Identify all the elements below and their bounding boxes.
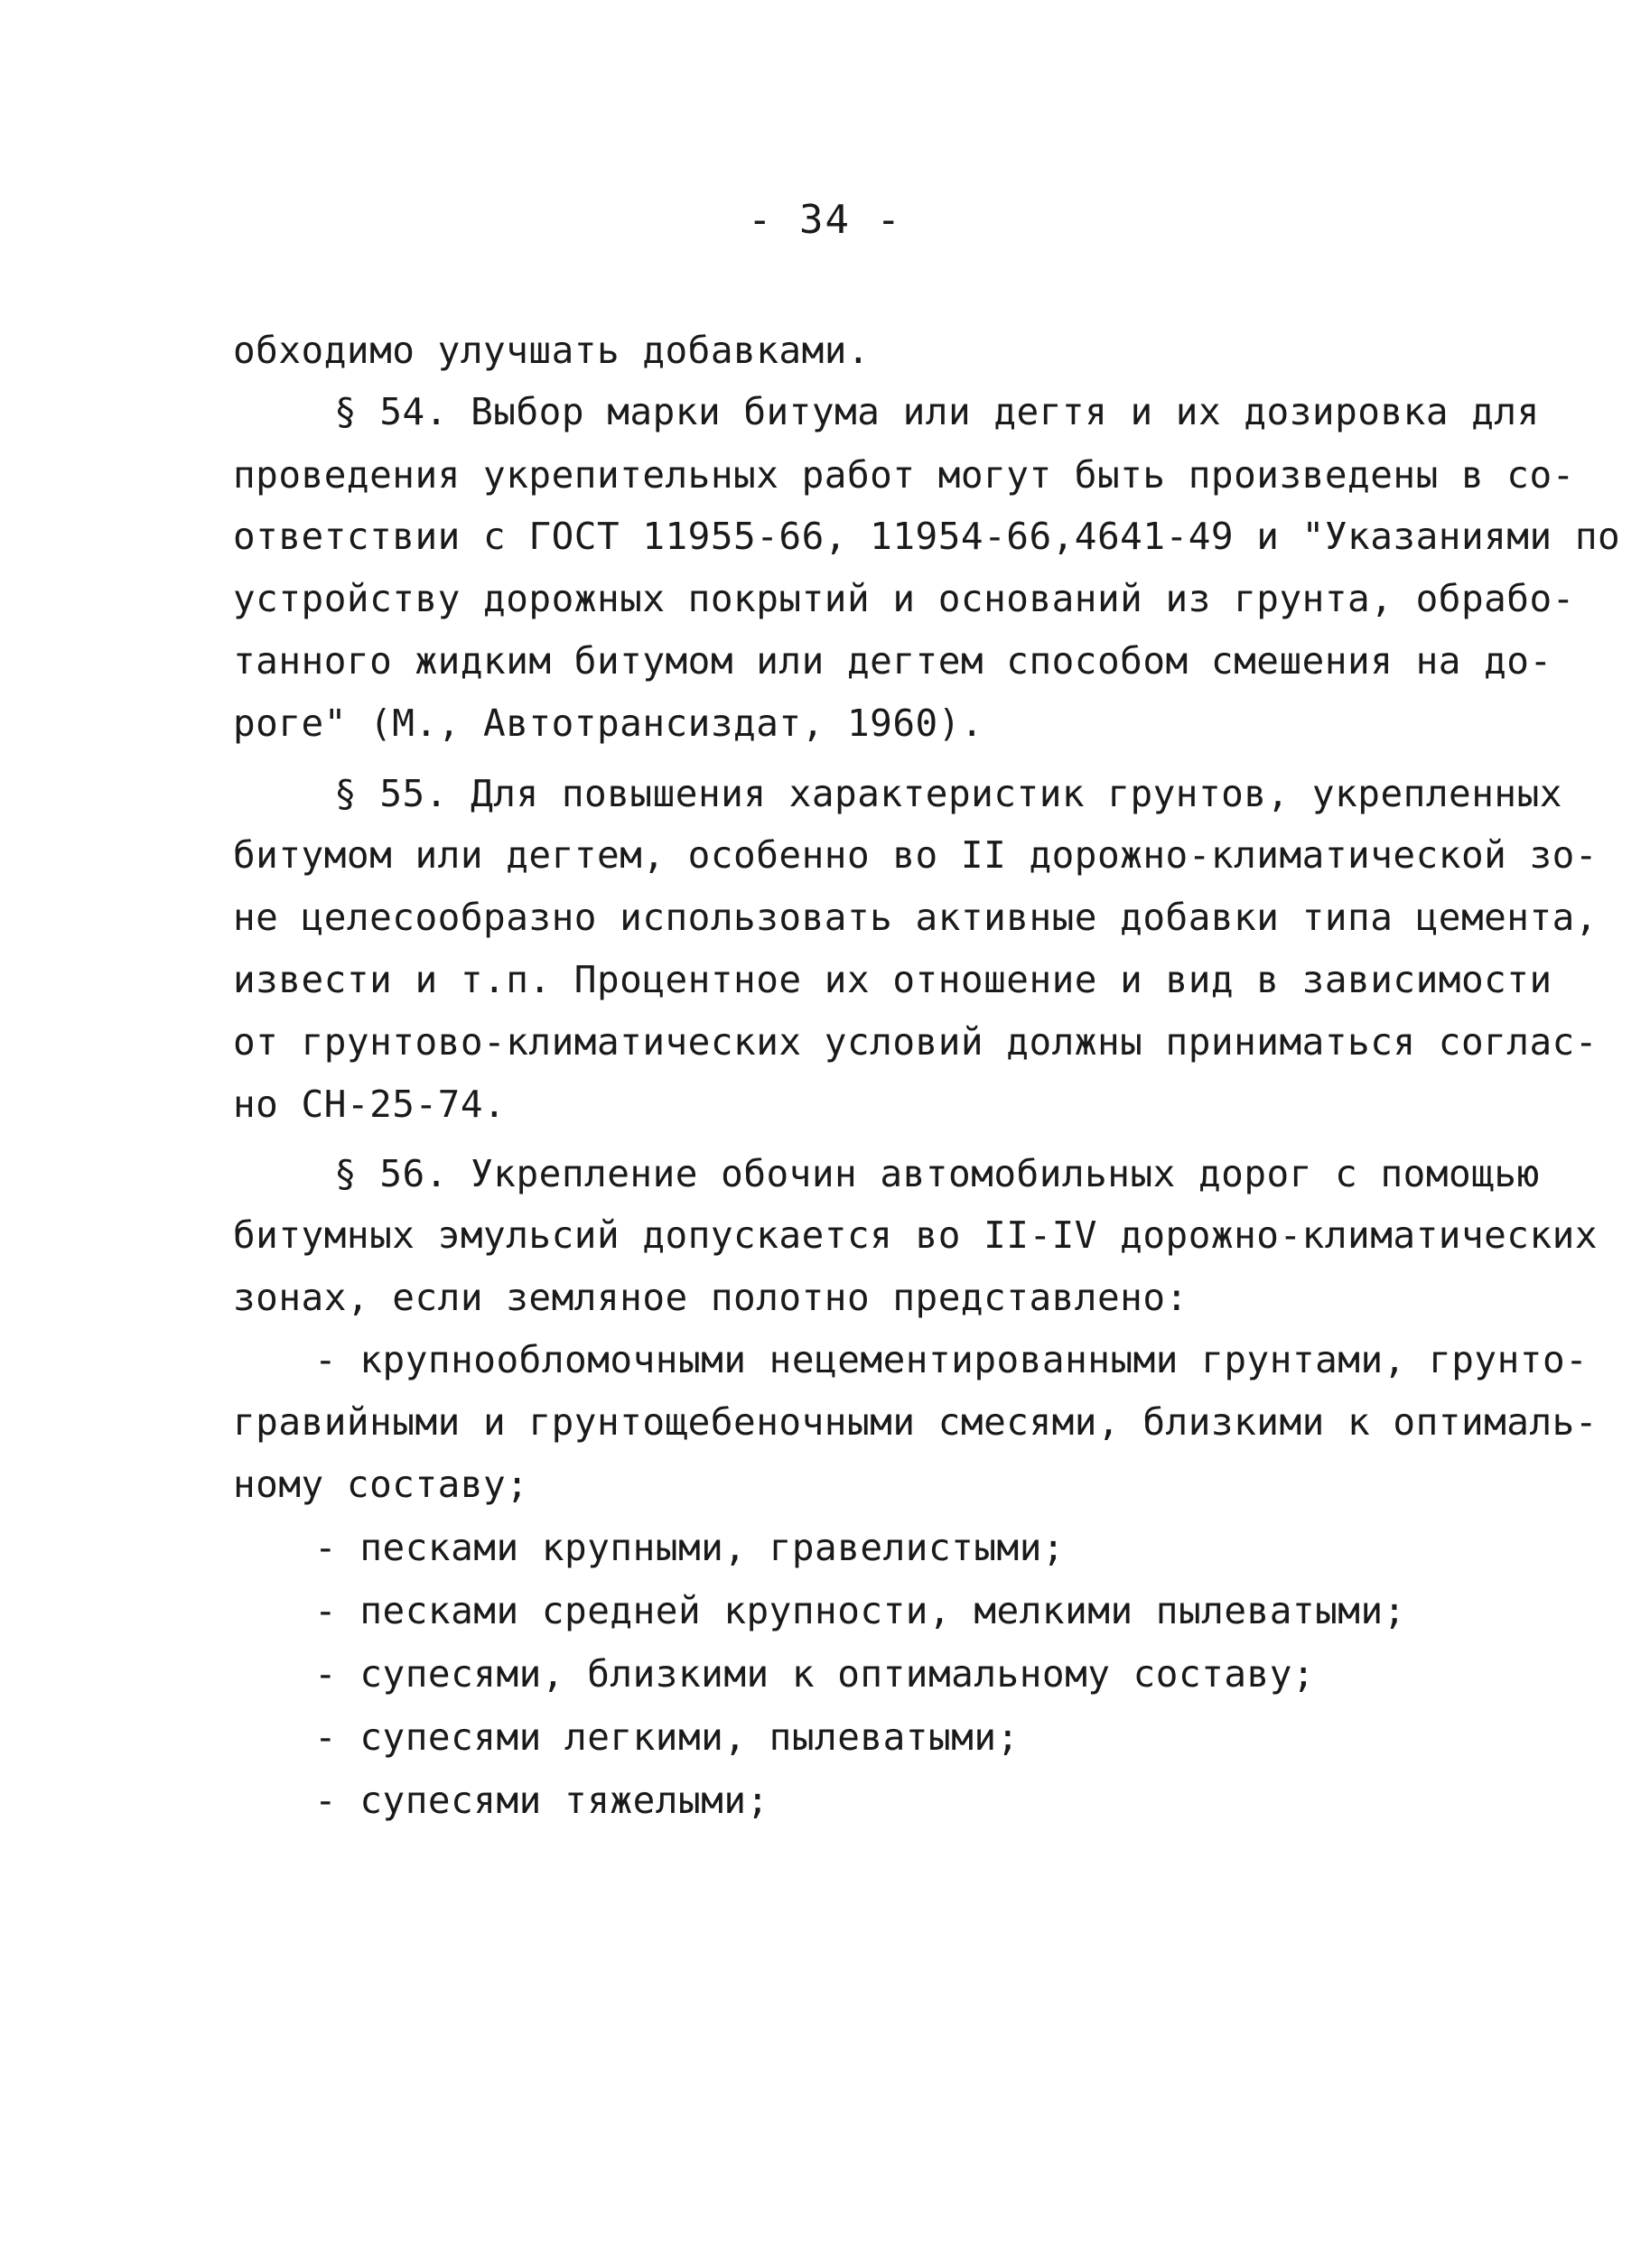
text-line: извести и т.п. Процентное их отношение и вид в зависимости <box>233 958 1552 1001</box>
text-line: ному составу; <box>233 1463 529 1506</box>
text-line: обходимо улучшать добавками. <box>233 329 871 372</box>
list-item: - супесями тяжелыми; <box>314 1779 769 1822</box>
list-item: - супесями, близкими к оптимальному составу; <box>314 1652 1316 1696</box>
paragraph-55-heading-line: § 55. Для повышения характеристик грунтов, укрепленных <box>334 772 1562 815</box>
text-line: от грунтово-климатических условий должны приниматься соглас- <box>233 1020 1599 1064</box>
list-item: - песками крупными, гравелистыми; <box>314 1526 1066 1569</box>
paragraph-54-heading-line: § 54. Выбор марки битума или дегтя и их дозировка для <box>334 390 1540 433</box>
paragraph-56-heading-line: § 56. Укрепление обочин автомобильных дорог с помощью <box>334 1152 1540 1195</box>
text-line: проведения укрепительных работ могут быть произведены в со- <box>233 453 1575 497</box>
text-line: роге" (М., Автотрансиздат, 1960). <box>233 702 984 745</box>
text-line: битумных эмульсий допускается во II-IV дорожно-климатических <box>233 1213 1599 1257</box>
text-line: но СН-25-74. <box>233 1083 507 1126</box>
text-line: гравийными и грунтощебеночными смесями, близкими к оптималь- <box>233 1400 1599 1444</box>
text-line: зонах, если земляное полотно представлено: <box>233 1276 1189 1319</box>
text-line: битумом или дегтем, особенно во II дорожно-климатической зо- <box>233 833 1599 877</box>
list-item: - песками средней крупности, мелкими пылеватыми; <box>314 1589 1406 1632</box>
page-number: - 34 - <box>748 197 902 243</box>
list-item: - крупнообломочными нецементированными грунтами, грунто- <box>314 1338 1589 1381</box>
text-line: танного жидким битумом или дегтем способом смешения на до- <box>233 639 1552 683</box>
text-line: не целесообразно использовать активные добавки типа цемента, <box>233 896 1599 939</box>
text-line: устройству дорожных покрытий и оснований из грунта, обрабо- <box>233 577 1575 620</box>
list-item: - супесями легкими, пылеватыми; <box>314 1715 1020 1759</box>
text-line: ответствии с ГОСТ 11955-66, 11954-66,4641-49 и "Указаниями по <box>233 515 1621 558</box>
